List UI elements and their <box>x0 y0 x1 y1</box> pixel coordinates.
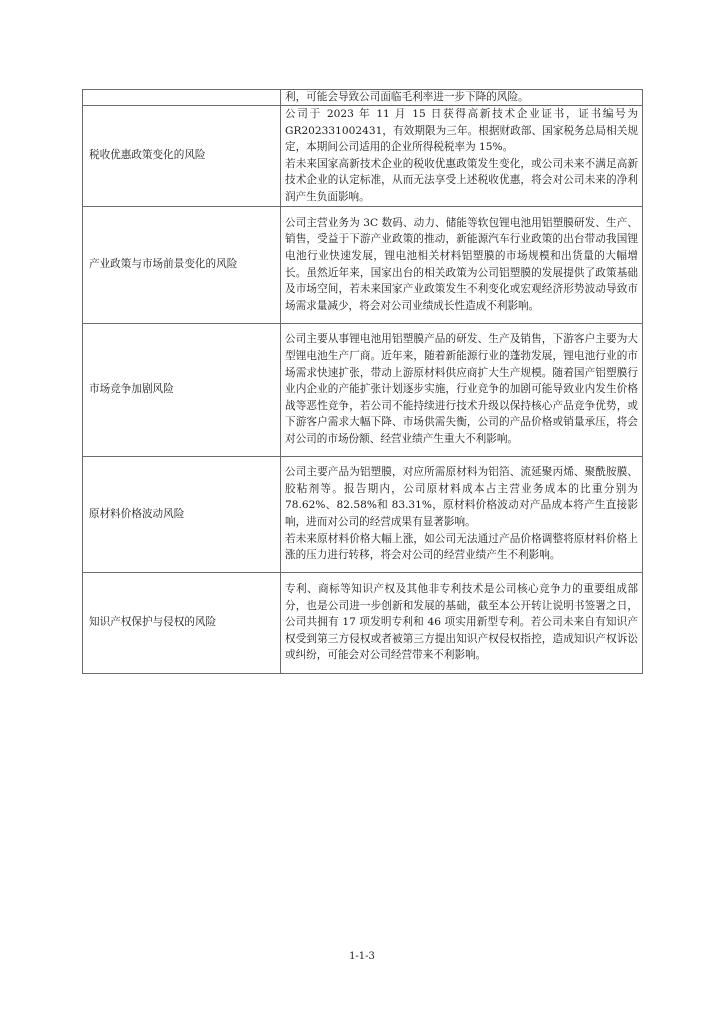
risk-description-cell <box>281 323 643 456</box>
risk-description-paragraph: 若未来国家高新技术企业的税收优惠政策发生变化，或公司未来不满足高新技术企业的认定标准，从而无法享受上述税收优惠，将会对公司未来的净利润产生负面影响。 <box>285 157 638 203</box>
risk-description-paragraph: 公司主要从事锂电池用铝塑膜产品的研发、生产及销售，下游客户主要为大型锂电池生产厂商。近年来，随着新能源行业的蓬勃发展，锂电池行业的市场需求快速扩张，带动上游原材料供应商扩大生产规模。随着国产铝塑膜行业内企业的产能扩张计划逐步实施，行业竞争的加剧可能导致业内发生价格战等恶性竞争，若公司不能持续进行技术升级以保持核心产品竞争优势，或下游客户需求大幅下降、市场供需失衡，公司的产品价格或销量承压，将会对公司的市场份额、经营业绩产生重大不利影响。 <box>285 333 638 446</box>
risk-description-paragraph: 利，可能会导致公司面临毛利率进一步下降的风险。 <box>285 91 529 103</box>
risk-name-cell: 市场竞争加剧风险 <box>83 323 281 456</box>
table-row <box>83 206 643 323</box>
risk-description-cell <box>281 106 643 207</box>
table-row <box>83 106 643 207</box>
risk-description-paragraph: 公司于 2023 年 11 月 15 日获得高新技术企业证书，证书编号为 GR202331002431，有效期限为三年。根据财政部、国家税务总局相关规定，本期间公司适用的企业所得税税率为 15%。 <box>285 108 638 154</box>
risk-name-cell: 知识产权保护与侵权的风险 <box>83 572 281 673</box>
table-row <box>83 323 643 456</box>
risk-name-cell: 原材料价格波动风险 <box>83 456 281 572</box>
risk-description-paragraph: 专利、商标等知识产权及其他非专利技术是公司核心竞争力的重要组成部分，也是公司进一步创新和发展的基础，截至本公开转让说明书签署之日，公司共拥有 17 项发明专利和 46 项实用新型专利。若公司未来自有知识产权受到第三方侵权或者被第三方提出知识产权侵权指控，造成知识产权诉讼或纠纷，可能会对公司经营带来不利影响。 <box>285 583 638 662</box>
risk-name-cell: 税收优惠政策变化的风险 <box>83 106 281 207</box>
risk-description-cell <box>281 206 643 323</box>
risk-name-cell: 产业政策与市场前景变化的风险 <box>83 206 281 323</box>
table-row <box>83 90 643 106</box>
risk-description-cell <box>281 572 643 673</box>
page-number: 1-1-3 <box>349 951 375 962</box>
risk-name-cell <box>83 90 281 106</box>
risk-factors-table <box>82 89 643 674</box>
risk-description-cell <box>281 456 643 572</box>
risk-description-paragraph: 若未来原材料价格大幅上涨，如公司无法通过产品价格调整将原材料价格上涨的压力进行转移，将会对公司的经营业绩产生不利影响。 <box>285 532 638 562</box>
risk-description-paragraph: 公司主要产品为铝塑膜，对应所需原材料为铝箔、流延聚丙烯、聚酰胺膜、胶粘剂等。报告期内，公司原材料成本占主营业务成本的比重分别为 78.62%、82.58%和 83.31%，原材料价格波动对产品成本将产生直接影响，进而对公司的经营成果有显著影响。 <box>285 466 638 529</box>
table-row <box>83 572 643 673</box>
risk-description-cell <box>281 90 643 106</box>
table-row <box>83 456 643 572</box>
risk-description-paragraph: 公司主营业务为 3C 数码、动力、储能等软包锂电池用铝塑膜研发、生产、销售，受益于下游产业政策的推动，新能源汽车行业政策的出台带动我国锂电池行业快速发展，锂电池相关材料铝塑膜的市场规模和出货量的大幅增长。虽然近年来，国家出台的相关政策为公司铝塑膜的发展提供了政策基础及市场空间，若未来国家产业政策发生不利变化或宏观经济形势波动导致市场需求量减少，将会对公司业绩成长性造成不利影响。 <box>285 216 638 312</box>
